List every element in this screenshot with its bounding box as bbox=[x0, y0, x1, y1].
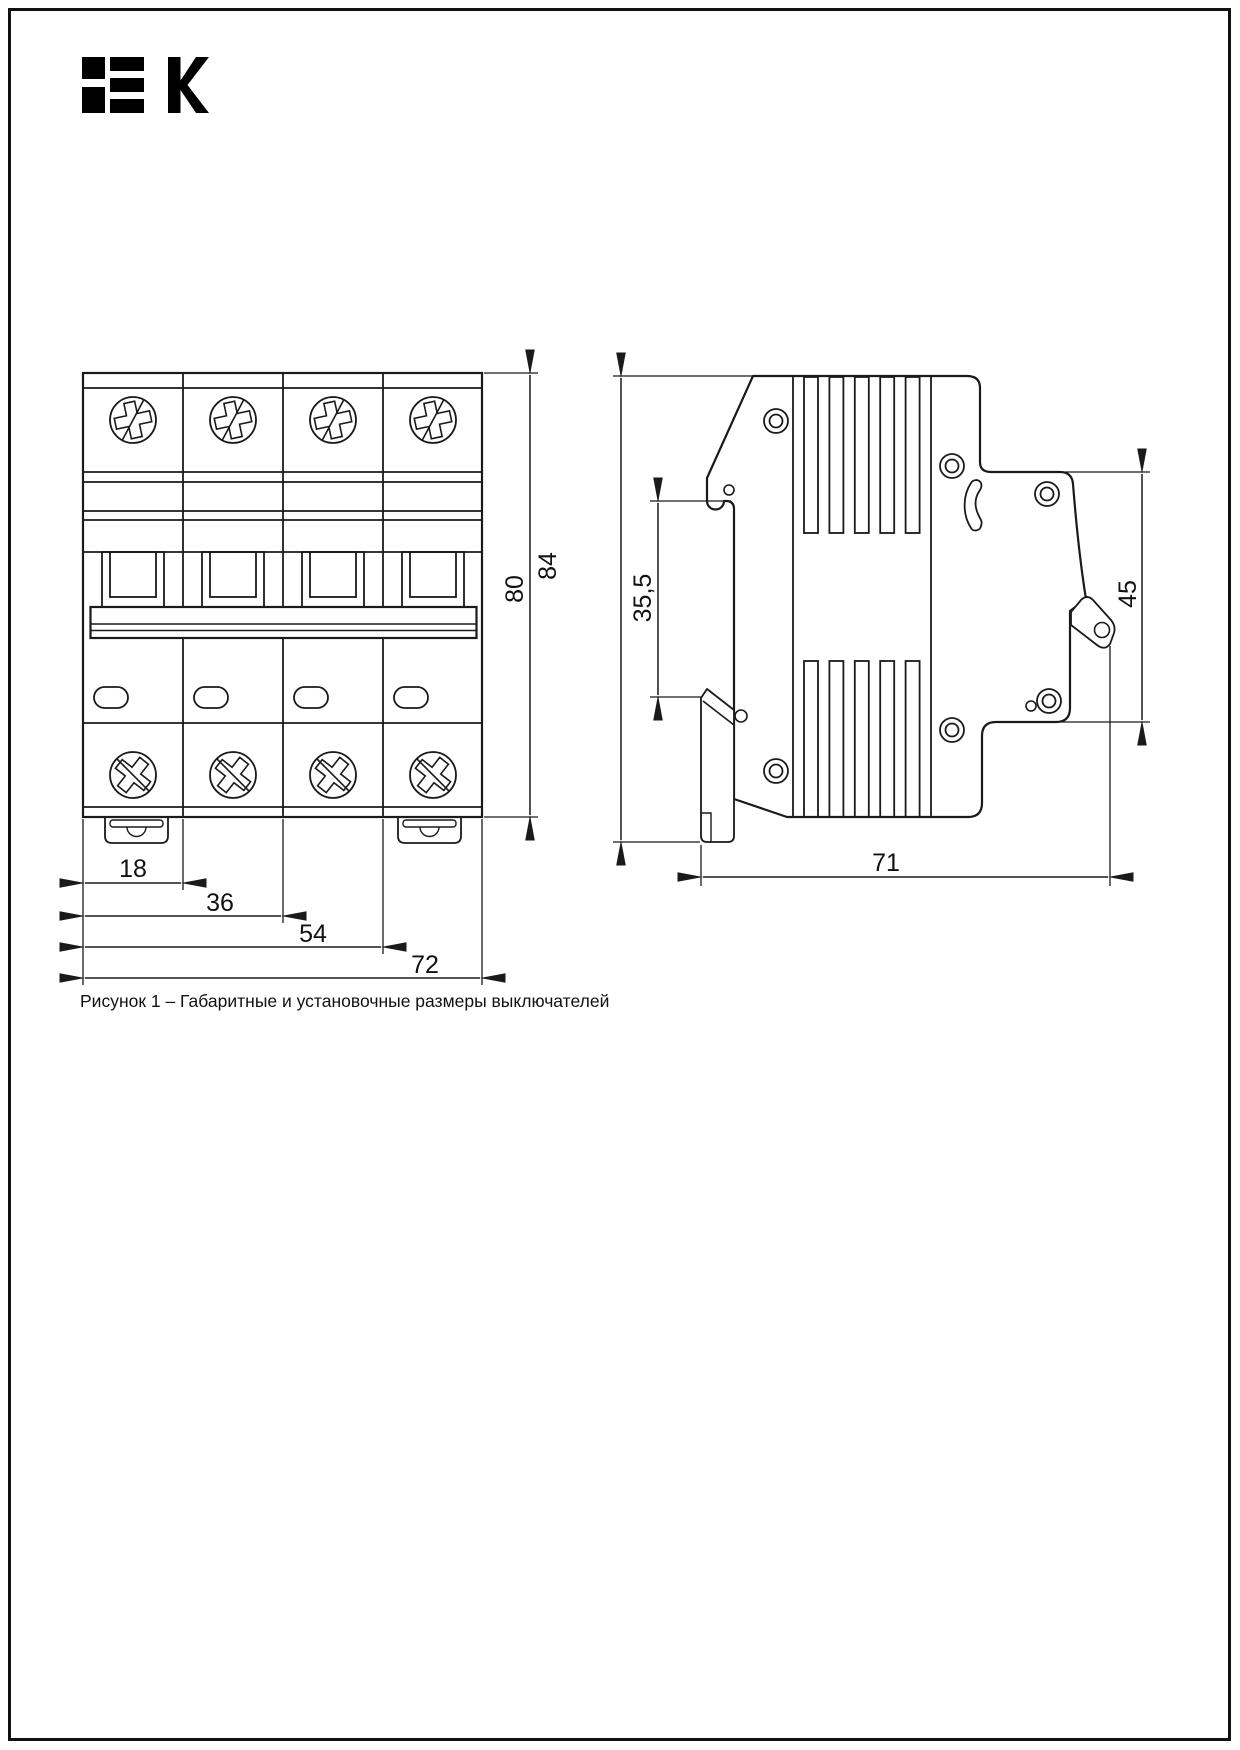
dim-label-45: 45 bbox=[1114, 580, 1142, 608]
front-view-dimensions bbox=[83, 373, 538, 985]
release-latch bbox=[1071, 597, 1115, 648]
rivet bbox=[940, 718, 964, 742]
pole-1 bbox=[94, 397, 164, 800]
rivet bbox=[1035, 482, 1059, 506]
front-view bbox=[83, 373, 482, 843]
pole-3 bbox=[294, 397, 364, 800]
pole-dividers bbox=[183, 373, 383, 817]
curved-slot bbox=[965, 480, 982, 530]
side-view bbox=[701, 376, 1115, 842]
iek-logo bbox=[82, 57, 209, 113]
pole-4 bbox=[394, 397, 464, 800]
vent-slots-top bbox=[804, 377, 920, 533]
dim-label-71: 71 bbox=[872, 849, 900, 877]
pole-2 bbox=[194, 397, 264, 800]
vent-slots-bottom bbox=[804, 661, 920, 817]
dim-label-35-5: 35,5 bbox=[629, 573, 657, 623]
dim-label-72: 72 bbox=[411, 951, 439, 979]
dim-label-36: 36 bbox=[206, 889, 234, 917]
rivet bbox=[940, 454, 964, 478]
dim-label-54: 54 bbox=[299, 920, 327, 948]
rivet bbox=[764, 409, 788, 433]
din-foot bbox=[701, 689, 734, 842]
dim-label-80: 80 bbox=[501, 575, 529, 603]
dim-label-84: 84 bbox=[534, 552, 562, 580]
dim-label-18: 18 bbox=[119, 855, 147, 883]
side-view-dimensions bbox=[534, 376, 1150, 886]
figure-caption: Рисунок 1 – Габаритные и установочные размеры выключателей bbox=[80, 991, 610, 1011]
rivet bbox=[764, 759, 788, 783]
toggle-tie-bar bbox=[91, 607, 477, 638]
rivet bbox=[1037, 689, 1061, 713]
din-clip-right bbox=[398, 817, 461, 843]
din-clip-left bbox=[105, 817, 168, 843]
